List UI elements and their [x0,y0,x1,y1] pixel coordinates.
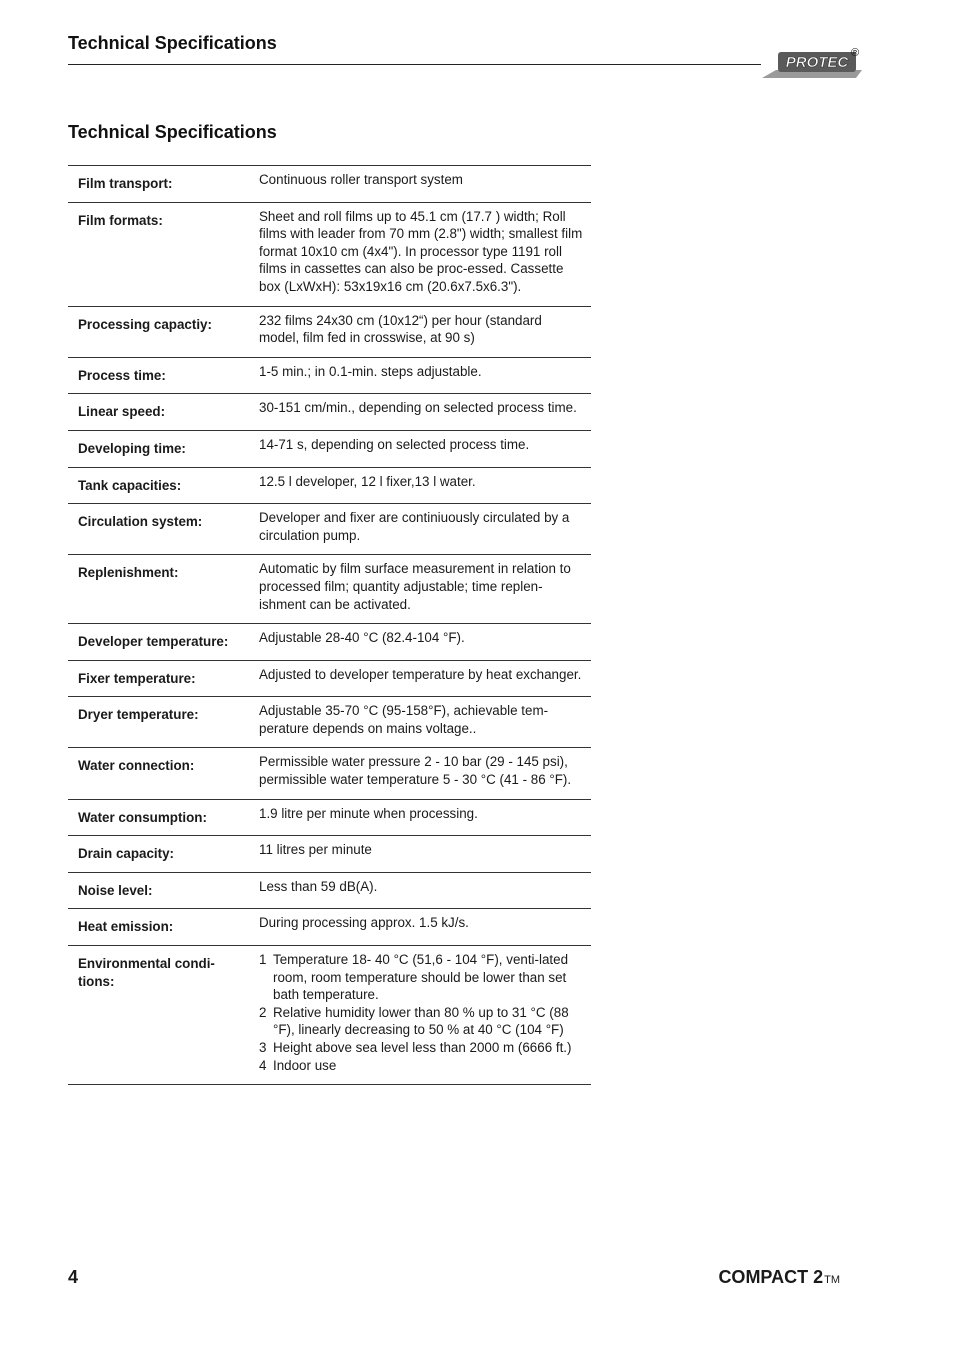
spec-value: During processing approx. 1.5 kJ/s. [259,915,469,931]
spec-value: 11 litres per minute [259,842,372,858]
spec-row [68,555,591,624]
environment-item-number: 3 [259,1040,267,1055]
spec-row [68,430,591,467]
spec-value: Developer and fixer are continiuously circulated by a circulation pump. [259,510,570,543]
spec-value: Adjustable 28-40 °C (82.4-104 °F). [259,630,465,646]
environment-item [259,1057,585,1075]
spec-value: 30-151 cm/min., depending on selected process time. [259,400,577,416]
spec-label: Film formats: [78,212,163,228]
spec-value: Continuous roller transport system [259,172,463,187]
spec-value: Automatic by film surface measurement in relation to processed film; quantity adjustable; time replen-ishment can be activated. [259,561,571,612]
spec-label: Noise level: [78,882,153,898]
spec-label: Developer temperature: [78,634,229,650]
product-name-text: COMPACT 2 [718,1267,824,1287]
spec-label: Environmental condi-tions: [78,956,215,989]
spec-table-body [68,166,591,1085]
spec-label: Process time: [78,367,166,383]
environment-item-text: Temperature 18- 40 °C (51,6 - 104 °F), venti-lated room, room temperature should be lower than set bath temperature. [273,952,569,1003]
spec-label: Water connection: [78,758,195,774]
spec-row [68,202,591,306]
spec-value: Sheet and roll films up to 45.1 cm (17.7 ) width; Roll films with leader from 70 mm (2.8") width; smallest film format 10x10 cm (4x4"). In processor type 1191 roll films in cassettes can also be proc-essed. Cassette box (LxWxH): 53x19x16 cm (20.6x7.5x6.3"). [259,208,583,294]
spec-value [250,946,591,1085]
spec-label: Heat emission: [78,919,174,935]
environment-item [259,1004,585,1039]
spec-table [68,165,591,1085]
logo-registered-mark: ® [851,47,860,59]
spec-row [68,624,591,661]
spec-value: Permissible water pressure 2 - 10 bar (29 - 145 psi), permissible water temperature 5 - 30 °C (41 - 86 °F). [259,754,572,788]
spec-label: Fixer temperature: [78,670,196,686]
product-name [718,1267,840,1288]
spec-row [68,748,591,799]
spec-row [68,306,591,357]
running-header-title: Technical Specifications [68,33,277,53]
spec-value: 14-71 s, depending on selected process time. [259,436,530,452]
environment-item [259,951,585,1004]
protec-logo [760,46,864,80]
spec-value: 1-5 min.; in 0.1-min. steps adjustable. [259,363,482,379]
spec-label: Circulation system: [78,514,203,530]
spec-value: 1.9 litre per minute when processing. [259,805,478,821]
spec-row [68,166,591,203]
environment-item-number: 2 [259,1004,267,1020]
spec-row [68,357,591,394]
spec-label: Film transport: [78,176,173,191]
spec-value: Less than 59 dB(A). [259,878,378,894]
spec-row [68,697,591,748]
spec-label: Developing time: [78,440,186,456]
environment-item-text: Indoor use [273,1057,337,1073]
spec-value: 232 films 24x30 cm (10x12“) per hour (standard model, film fed in crosswise, at 90 s) [259,312,542,346]
environment-item-text: Height above sea level less than 2000 m (6666 ft.) [273,1040,572,1055]
environment-item-number: 4 [259,1057,267,1073]
section-title: Technical Specifications [68,122,277,142]
spec-value: 12.5 l developer, 12 l fixer,13 l water. [259,473,476,489]
spec-label: Water consumption: [78,809,207,825]
spec-label: Dryer temperature: [78,707,199,723]
spec-row [68,836,591,873]
spec-row-environment [68,946,591,1085]
spec-row [68,394,591,431]
environment-list [259,951,585,1074]
spec-label: Processing capactiy: [78,316,212,332]
header-divider [68,64,761,65]
trademark-mark: TM [824,1274,840,1286]
spec-label: Tank capacities: [78,477,182,493]
spec-row [68,872,591,909]
environment-item-text: Relative humidity lower than 80 % up to 31 °C (88 °F), linearly decreasing to 50 % at 40 °C (104 °F) [273,1004,569,1038]
spec-label: Replenishment: [78,565,179,581]
spec-row [68,504,591,555]
spec-value: Adjustable 35-70 °C (95-158°F), achievable tem-perature depends on mains voltage.. [259,703,549,736]
spec-row [68,799,591,836]
spec-label: Linear speed: [78,404,166,420]
spec-row [68,660,591,697]
spec-row [68,909,591,946]
logo-text: PROTEC [785,54,849,71]
spec-label: Drain capacity: [78,846,175,862]
environment-item [259,1039,585,1057]
spec-value: Adjusted to developer temperature by heat exchanger. [259,666,582,682]
page-number: 4 [68,1267,79,1287]
spec-row [68,467,591,504]
environment-item-number: 1 [259,952,267,968]
